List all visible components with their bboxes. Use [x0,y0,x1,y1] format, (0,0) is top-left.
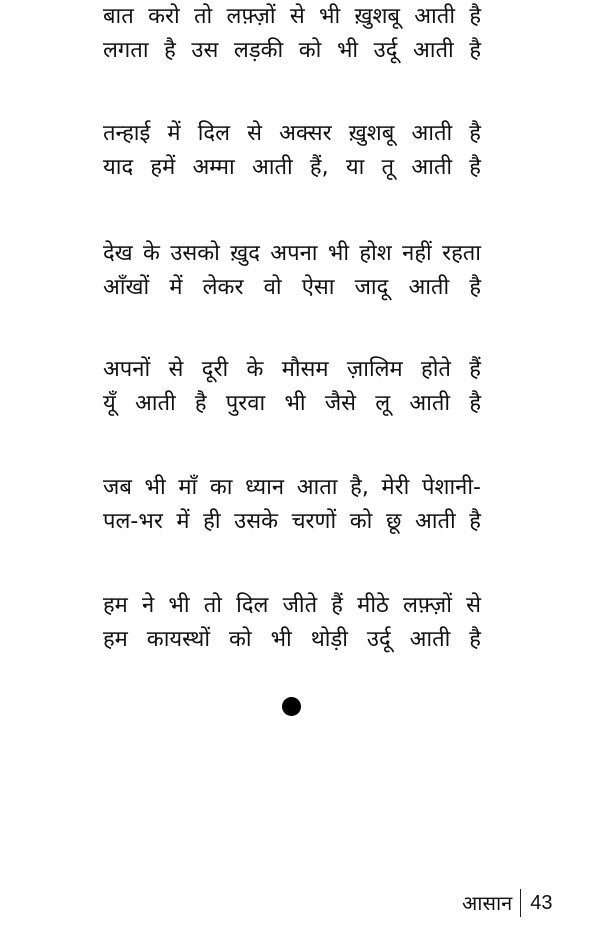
verse-line: हम ने भी तो दिल जीते हैं मीठे लफ़्ज़ों से [103,593,481,618]
book-title: आसान [462,891,513,915]
verse-line: यूँ आती है पुरवा भी जैसे लू आती है [103,391,481,416]
stanza-6 [103,589,481,657]
stanza-5 [103,471,481,539]
verse-line: याद हमें अम्मा आती हैं, या तू आती है [103,155,481,180]
verse-line: आँखों में लेकर वो ऐसा जादू आती है [103,275,481,300]
stanza-4 [103,353,481,421]
footer-divider [520,889,521,917]
verse-line: पल-भर में ही उसके चरणों को छू आती है [103,509,481,534]
stanza-3 [103,237,481,305]
verse-line: अपनों से दूरी के मौसम ज़ालिम होते हैं [103,357,481,382]
page-number: 43 [530,892,553,914]
verse-line: बात करो तो लफ़्ज़ों से भी ख़ुशबू आती है [103,4,481,29]
verse-line: देख के उसको ख़ुद अपना भी होश नहीं रहता [103,241,481,266]
verse-line: हम कायस्थों को भी थोड़ी उर्दू आती है [103,627,481,652]
verse-line: लगता है उस लड़की को भी उर्दू आती है [103,38,481,63]
stanza-1 [103,0,481,68]
section-end-bullet [282,697,301,716]
verse-line: जब भी माँ का ध्यान आता है, मेरी पेशानी- [103,475,481,500]
stanza-2 [103,117,481,185]
verse-line: तन्हाई में दिल से अक्सर ख़ुशबू आती है [103,121,481,146]
page-footer [462,888,553,918]
